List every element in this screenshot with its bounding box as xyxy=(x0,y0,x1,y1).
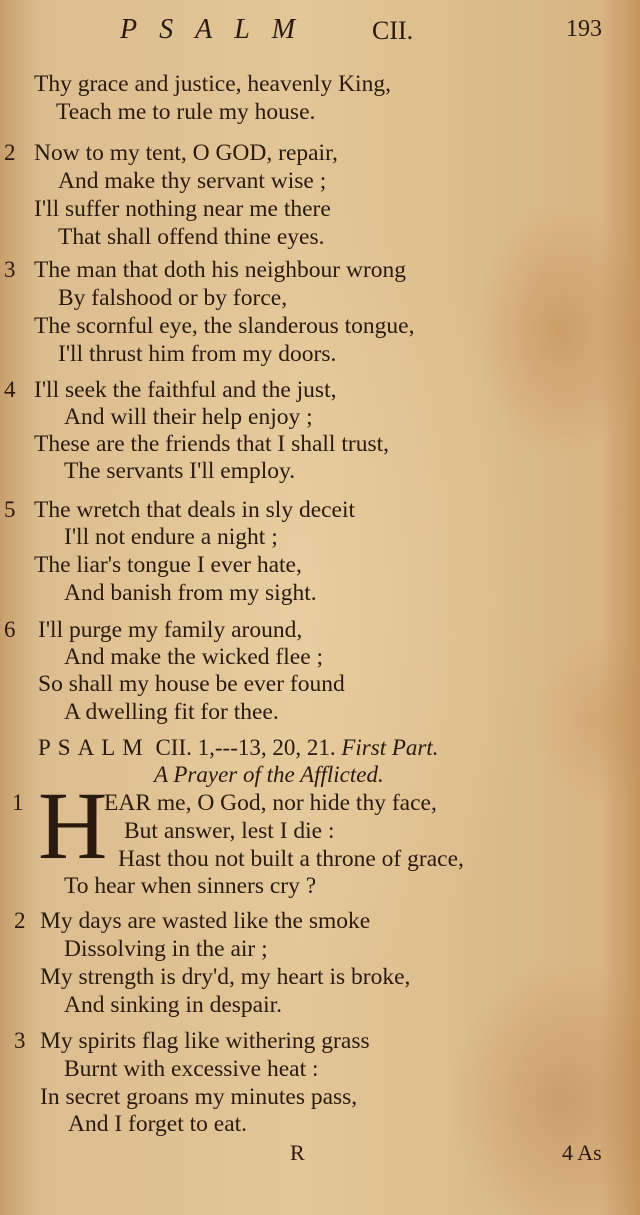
verse-line: And make thy servant wise ; xyxy=(58,168,327,194)
verse-number: 5 xyxy=(4,497,16,522)
verse-line: The wretch that deals in sly deceit xyxy=(34,497,356,523)
heading-part: First Part. xyxy=(341,735,439,760)
verse-line: I'll thrust him from my doors. xyxy=(58,341,337,367)
header-psalm-number: CII. xyxy=(372,16,414,45)
verse-line: And sinking in despair. xyxy=(64,992,283,1018)
verse-line: The scornful eye, the slanderous tongue, xyxy=(34,313,415,339)
catchword: 4 As xyxy=(562,1140,602,1165)
verse-line: Hast thou not built a throne of grace, xyxy=(118,846,464,872)
verse-line: My strength is dry'd, my heart is broke, xyxy=(40,964,411,990)
verse-number: 1 xyxy=(12,790,24,815)
verse-line: Teach me to rule my house. xyxy=(56,99,316,125)
verse-line: The liar's tongue I ever hate, xyxy=(34,552,302,578)
verse-number: 2 xyxy=(14,908,26,933)
verse-line: To hear when sinners cry ? xyxy=(64,873,317,899)
signature-mark: R xyxy=(290,1140,305,1165)
verse-line: Thy grace and justice, heavenly King, xyxy=(34,71,391,97)
verse-line: Now to my tent, O GOD, repair, xyxy=(34,140,338,166)
page-header xyxy=(0,14,640,54)
page-number: 193 xyxy=(566,16,602,42)
verse-line: I'll seek the faithful and the just, xyxy=(34,377,337,403)
verse-line: Burnt with excessive heat : xyxy=(64,1056,319,1082)
verse-line: These are the friends that I shall trust, xyxy=(34,431,389,457)
verse-line: And make the wicked flee ; xyxy=(64,644,324,670)
heading-verses: 1,---13, 20, 21. xyxy=(197,735,336,760)
verse-line: Dissolving in the air ; xyxy=(64,936,268,962)
verse-line: EAR me, O God, nor hide thy face, xyxy=(104,790,437,816)
verse-line: My spirits flag like withering grass xyxy=(40,1028,370,1054)
verse-number: 2 xyxy=(4,140,16,165)
verse-number: 3 xyxy=(14,1028,26,1053)
drop-cap: H xyxy=(38,772,108,879)
verse-line: But answer, lest I die : xyxy=(124,818,335,844)
verse-line: I'll not endure a night ; xyxy=(64,524,278,550)
heading-psalm-label: PSALM xyxy=(38,735,150,760)
verse-line: In secret groans my minutes pass, xyxy=(40,1084,358,1110)
verse-line: The servants I'll employ. xyxy=(64,458,296,484)
verse-line: And will their help enjoy ; xyxy=(64,404,313,430)
heading-psalm-number: CII. xyxy=(155,735,192,760)
verse-line: I'll suffer nothing near me there xyxy=(34,196,331,222)
verse-line: So shall my house be ever found xyxy=(38,671,345,697)
psalm-section-subheading: A Prayer of the Afflicted. xyxy=(154,762,384,787)
verse-line: By falshood or by force, xyxy=(58,285,288,311)
verse-line: My days are wasted like the smoke xyxy=(40,908,371,934)
verse-number: 3 xyxy=(4,257,16,282)
verse-number: 6 xyxy=(4,617,16,642)
verse-number: 4 xyxy=(4,377,16,402)
verse-line: A dwelling fit for thee. xyxy=(64,699,279,725)
verse-line: I'll purge my family around, xyxy=(38,617,303,643)
running-title: PSALM xyxy=(120,14,318,45)
verse-line: That shall offend thine eyes. xyxy=(58,224,325,250)
verse-line: And I forget to eat. xyxy=(68,1111,248,1137)
verse-line: The man that doth his neighbour wrong xyxy=(34,257,407,283)
verse-line: And banish from my sight. xyxy=(64,580,317,606)
psalm-section-heading xyxy=(38,734,438,762)
